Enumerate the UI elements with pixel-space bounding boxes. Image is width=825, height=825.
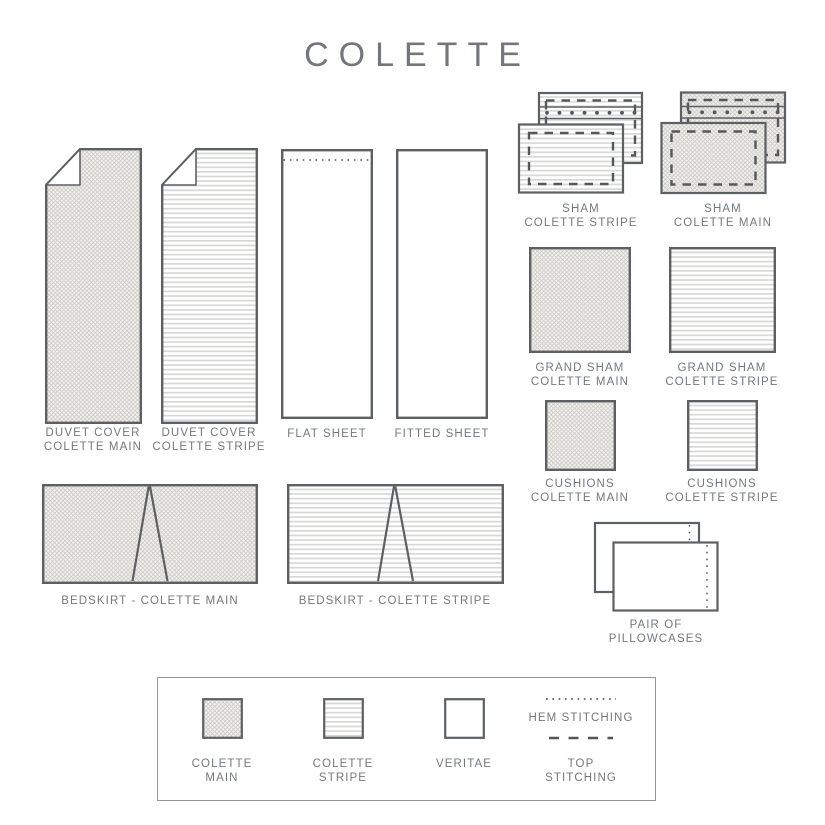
sham-colette-main-graphic — [657, 87, 795, 199]
legend-swatch-colette-main — [202, 698, 243, 739]
legend-main-label: COLETTE MAIN — [191, 758, 253, 784]
sham-stripe-label: SHAM COLETTE STRIPE — [524, 203, 638, 229]
grand-sham-colette-stripe-graphic — [669, 247, 776, 353]
duvet-cover-colette-stripe-graphic — [161, 148, 258, 424]
bedskirt-colette-main-graphic — [42, 484, 258, 584]
duvet-stripe-label: DUVET COVER COLETTE STRIPE — [152, 427, 266, 453]
fitted-sheet-label: FITTED SHEET — [394, 428, 490, 440]
grand-sham-stripe-label: GRAND SHAM COLETTE STRIPE — [665, 362, 779, 388]
legend-veritae-label: VERITAE — [435, 758, 493, 770]
legend-top-label: TOP STITCHING — [545, 758, 617, 784]
top-stitching-sample-line — [547, 733, 615, 743]
legend-swatch-veritae — [444, 698, 485, 739]
duvet-cover-colette-main-graphic — [45, 148, 142, 424]
duvet-main-label: DUVET COVER COLETTE MAIN — [43, 427, 143, 453]
pillowcases-label: PAIR OF PILLOWCASES — [608, 619, 704, 645]
sham-colette-stripe-graphic — [514, 87, 652, 199]
grand-sham-main-label: GRAND SHAM COLETTE MAIN — [530, 362, 630, 388]
bedskirt-colette-stripe-graphic — [287, 484, 504, 584]
fitted-sheet-graphic — [396, 149, 488, 419]
grand-sham-colette-main-graphic — [529, 247, 631, 353]
legend-stripe-label: COLETTE STRIPE — [312, 758, 374, 784]
page-title: COLETTE — [304, 36, 531, 74]
sham-main-label: SHAM COLETTE MAIN — [673, 203, 773, 229]
cushions-stripe-label: CUSHIONS COLETTE STRIPE — [665, 478, 779, 504]
bedskirt-stripe-label: BEDSKIRT - COLETTE STRIPE — [298, 595, 492, 607]
cushions-colette-stripe-graphic — [687, 400, 758, 471]
legend — [157, 677, 656, 801]
legend-hem-label: HEM STITCHING — [528, 712, 634, 724]
flat-sheet-graphic — [281, 149, 373, 419]
pair-of-pillowcases-graphic — [592, 520, 726, 615]
flat-sheet-label: FLAT SHEET — [287, 428, 367, 440]
legend-swatch-colette-stripe — [323, 698, 364, 739]
hem-stitching-sample-line — [543, 695, 619, 703]
bedskirt-main-label: BEDSKIRT - COLETTE MAIN — [61, 595, 239, 607]
cushions-colette-main-graphic — [545, 400, 616, 471]
cushions-main-label: CUSHIONS COLETTE MAIN — [530, 478, 630, 504]
